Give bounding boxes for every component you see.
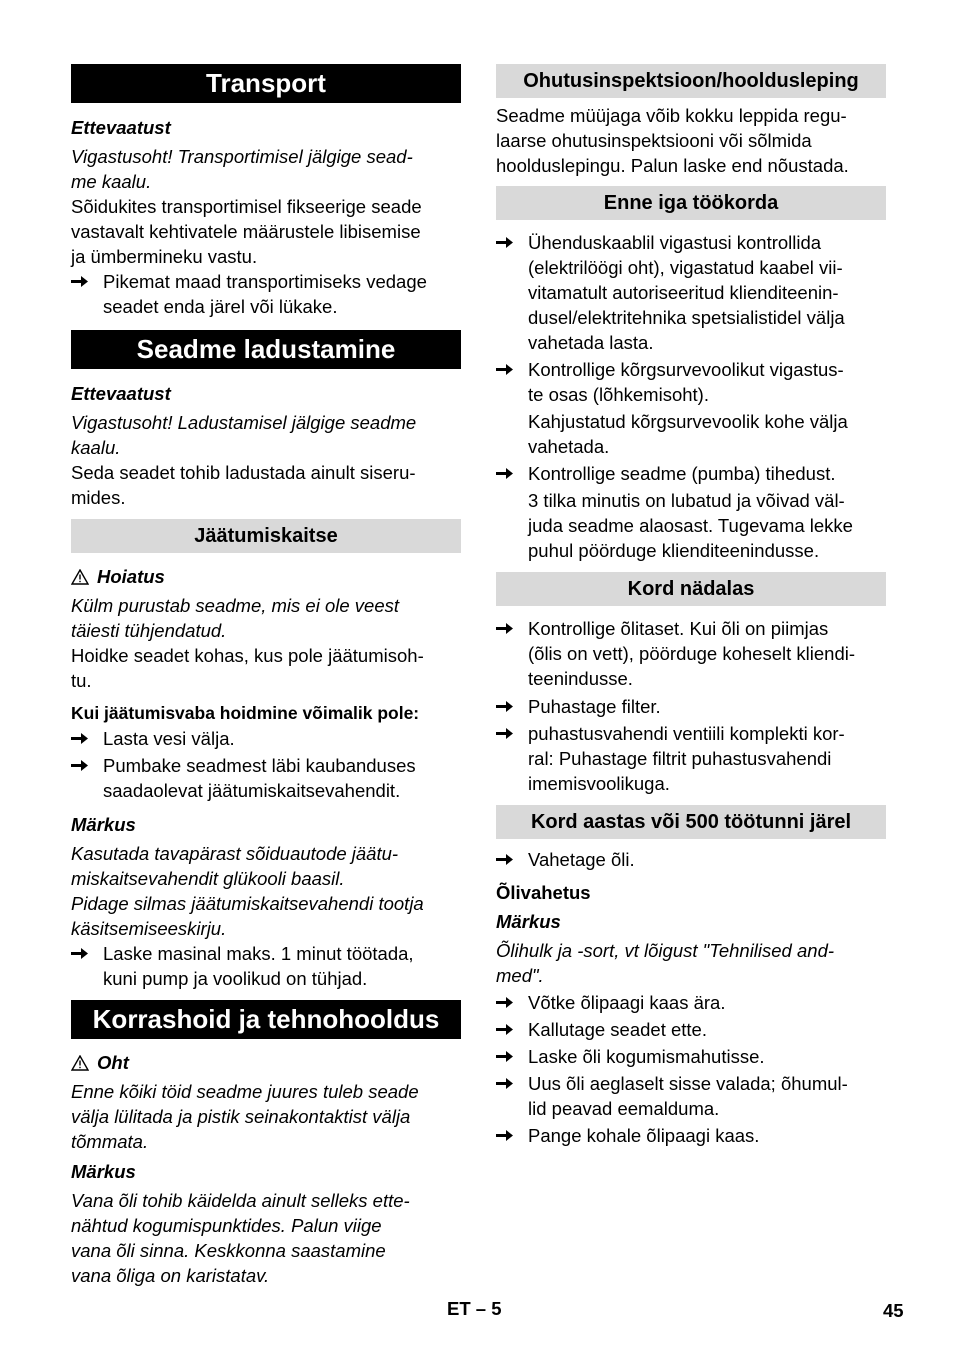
footer-section-label [447, 1298, 502, 1320]
storage-text: Seda seadet tohib ladustada ainult siseru- mides. [71, 462, 416, 508]
footer-section: ET [447, 1298, 471, 1319]
arrow-icon [496, 700, 514, 713]
list-item-text: Laske õli kogumismahutisse. [528, 1046, 765, 1067]
arrow-icon [496, 1050, 514, 1063]
heading-frost-protection: Jäätumiskaitse [71, 519, 461, 553]
arrow-icon [496, 1023, 514, 1036]
heading-inspection: Ohutusinspektsioon/hooldusleping [496, 64, 886, 98]
frost-subheading: Kui jäätumisvaba hoidmine võimalik pole: [71, 703, 420, 723]
note-text: Kasutada tavapärast sõiduautode jäätu- miskaitsevahendit glükooli baasil. Pidage silmas jäätumiskaitsevahendi tootja käsitsemiseeskirju. [71, 843, 424, 939]
list-item [496, 461, 886, 486]
warning-triangle-icon [71, 1055, 89, 1071]
list-item-text: Pikemat maad transportimiseks vedage seadet enda järel või lükake. [103, 271, 427, 317]
warning-text: Külm purustab seadme, mis ei ole veest täiesti tühjendatud. [71, 595, 400, 641]
arrow-icon [496, 1129, 514, 1142]
list-item [496, 357, 886, 407]
list-item [496, 616, 886, 691]
page-number: 45 [883, 1300, 904, 1321]
list-item [496, 694, 886, 719]
list-item-text: Võtke õlipaagi kaas ära. [528, 992, 726, 1013]
note-label: Märkus [71, 1161, 136, 1182]
list-item-text: Lasta vesi välja. [103, 728, 235, 749]
footer-dash: – [475, 1298, 487, 1319]
list-item [496, 721, 886, 796]
list-item [71, 726, 461, 751]
danger-label [71, 1050, 461, 1075]
list-item [496, 990, 886, 1015]
list-item-text: Kontrollige seadme (pumba) tihedust. [528, 463, 836, 484]
list-item-text: Puhastage filter. [528, 696, 661, 717]
warning-label-text: Hoiatus [97, 566, 165, 587]
list-item-text: Vahetage õli. [528, 849, 635, 870]
heading-transport: Transport [71, 64, 461, 103]
danger-label-text: Oht [97, 1052, 129, 1073]
list-item [496, 1123, 886, 1148]
caution-label: Ettevaatust [71, 383, 171, 404]
arrow-icon [71, 947, 89, 960]
list-item-text: Kontrollige kõrgsurvevoolikut vigastus- te osas (lõhkemisoht). [528, 359, 844, 405]
list-item-text: Ühenduskaablil vigastusi kontrollida (elektrilöögi oht), vigastatud kaabel vii- vitamatult autoriseeritud klienditeenin- dusel/elektritehnika spetsialistidel välja vahetada lasta. [528, 232, 845, 353]
note-label: Märkus [496, 911, 561, 932]
note-text: Vana õli tohib käidelda ainult selleks ette- nähtud kogumispunktides. Palun viige vana õli sinna. Keskkonna saastamine vana õliga on karistatav. [71, 1190, 410, 1286]
arrow-icon [496, 467, 514, 480]
list-item [71, 269, 461, 319]
arrow-icon [496, 996, 514, 1009]
heading-storage: Seadme ladustamine [71, 330, 461, 369]
arrow-icon [496, 363, 514, 376]
caution-text: Vigastusoht! Transportimisel jälgige sead- me kaalu. [71, 146, 413, 192]
frost-text: Hoidke seadet kohas, kus pole jäätumisoh- tu. [71, 645, 424, 691]
danger-text: Enne kõiki töid seadme juures tuleb seade välja lülitada ja pistik seinakontaktist välja tõmmata. [71, 1081, 419, 1152]
heading-yearly: Kord aastas või 500 töötunni järel [496, 805, 886, 839]
heading-before-each-use: Enne iga töökorda [496, 186, 886, 220]
list-item [71, 941, 461, 991]
note-text: Õlihulk ja -sort, vt lõigust "Tehnilised and- med". [496, 940, 835, 986]
note-label: Märkus [71, 814, 136, 835]
heading-maintenance: Korrashoid ja tehnohooldus [71, 1000, 461, 1039]
list-item [496, 230, 886, 355]
arrow-icon [496, 727, 514, 740]
list-item [496, 1071, 886, 1121]
list-item [496, 1044, 886, 1069]
list-item-text: Laske masinal maks. 1 minut töötada, kuni pump ja voolikud on tühjad. [103, 943, 414, 989]
list-item-detail: 3 tilka minutis on lubatud ja võivad väl- juda seadme alaosast. Tugevama lekke puhul pöörduge klienditeenindusse. [528, 490, 853, 561]
inspection-text: Seadme müüjaga võib kokku leppida regu- laarse ohutusinspektsiooni või sõlmida hoolduslepingu. Palun laske end nõustada. [496, 105, 849, 176]
arrow-icon [496, 236, 514, 249]
list-item [496, 847, 886, 872]
heading-weekly: Kord nädalas [496, 572, 886, 606]
warning-triangle-icon [71, 569, 89, 585]
left-column [71, 64, 461, 1288]
list-item [71, 753, 461, 803]
footer-section-page: 5 [491, 1298, 502, 1319]
arrow-icon [496, 1077, 514, 1090]
list-item-text: Kallutage seadet ette. [528, 1019, 707, 1040]
caution-label: Ettevaatust [71, 117, 171, 138]
list-item-text: Pange kohale õlipaagi kaas. [528, 1125, 760, 1146]
transport-text: Sõidukites transportimisel fikseerige seade vastavalt kehtivatele määrustele libisemise ja ümbermineku vastu. [71, 196, 422, 267]
arrow-icon [496, 853, 514, 866]
list-item-text: puhastusvahendi ventiili komplekti kor- ral: Puhastage filtrit puhastusvahendi imemisvoolikuga. [528, 723, 845, 794]
arrow-icon [71, 275, 89, 288]
arrow-icon [71, 732, 89, 745]
list-item-detail: Kahjustatud kõrgsurvevoolik kohe välja vahetada. [528, 411, 848, 457]
right-column [496, 64, 886, 1148]
list-item-text: Uus õli aeglaselt sisse valada; õhumul- lid peavad eemalduma. [528, 1073, 848, 1119]
list-item-text: Pumbake seadmest läbi kaubanduses saadaolevat jäätumiskaitsevahendit. [103, 755, 416, 801]
oil-change-heading: Õlivahetus [496, 882, 591, 903]
arrow-icon [71, 759, 89, 772]
list-item [496, 1017, 886, 1042]
arrow-icon [496, 622, 514, 635]
caution-text: Vigastusoht! Ladustamisel jälgige seadme kaalu. [71, 412, 417, 458]
warning-label [71, 564, 461, 589]
list-item-text: Kontrollige õlitaset. Kui õli on piimjas (õlis on vett), pöörduge koheselt kliendi- teenindusse. [528, 618, 856, 689]
